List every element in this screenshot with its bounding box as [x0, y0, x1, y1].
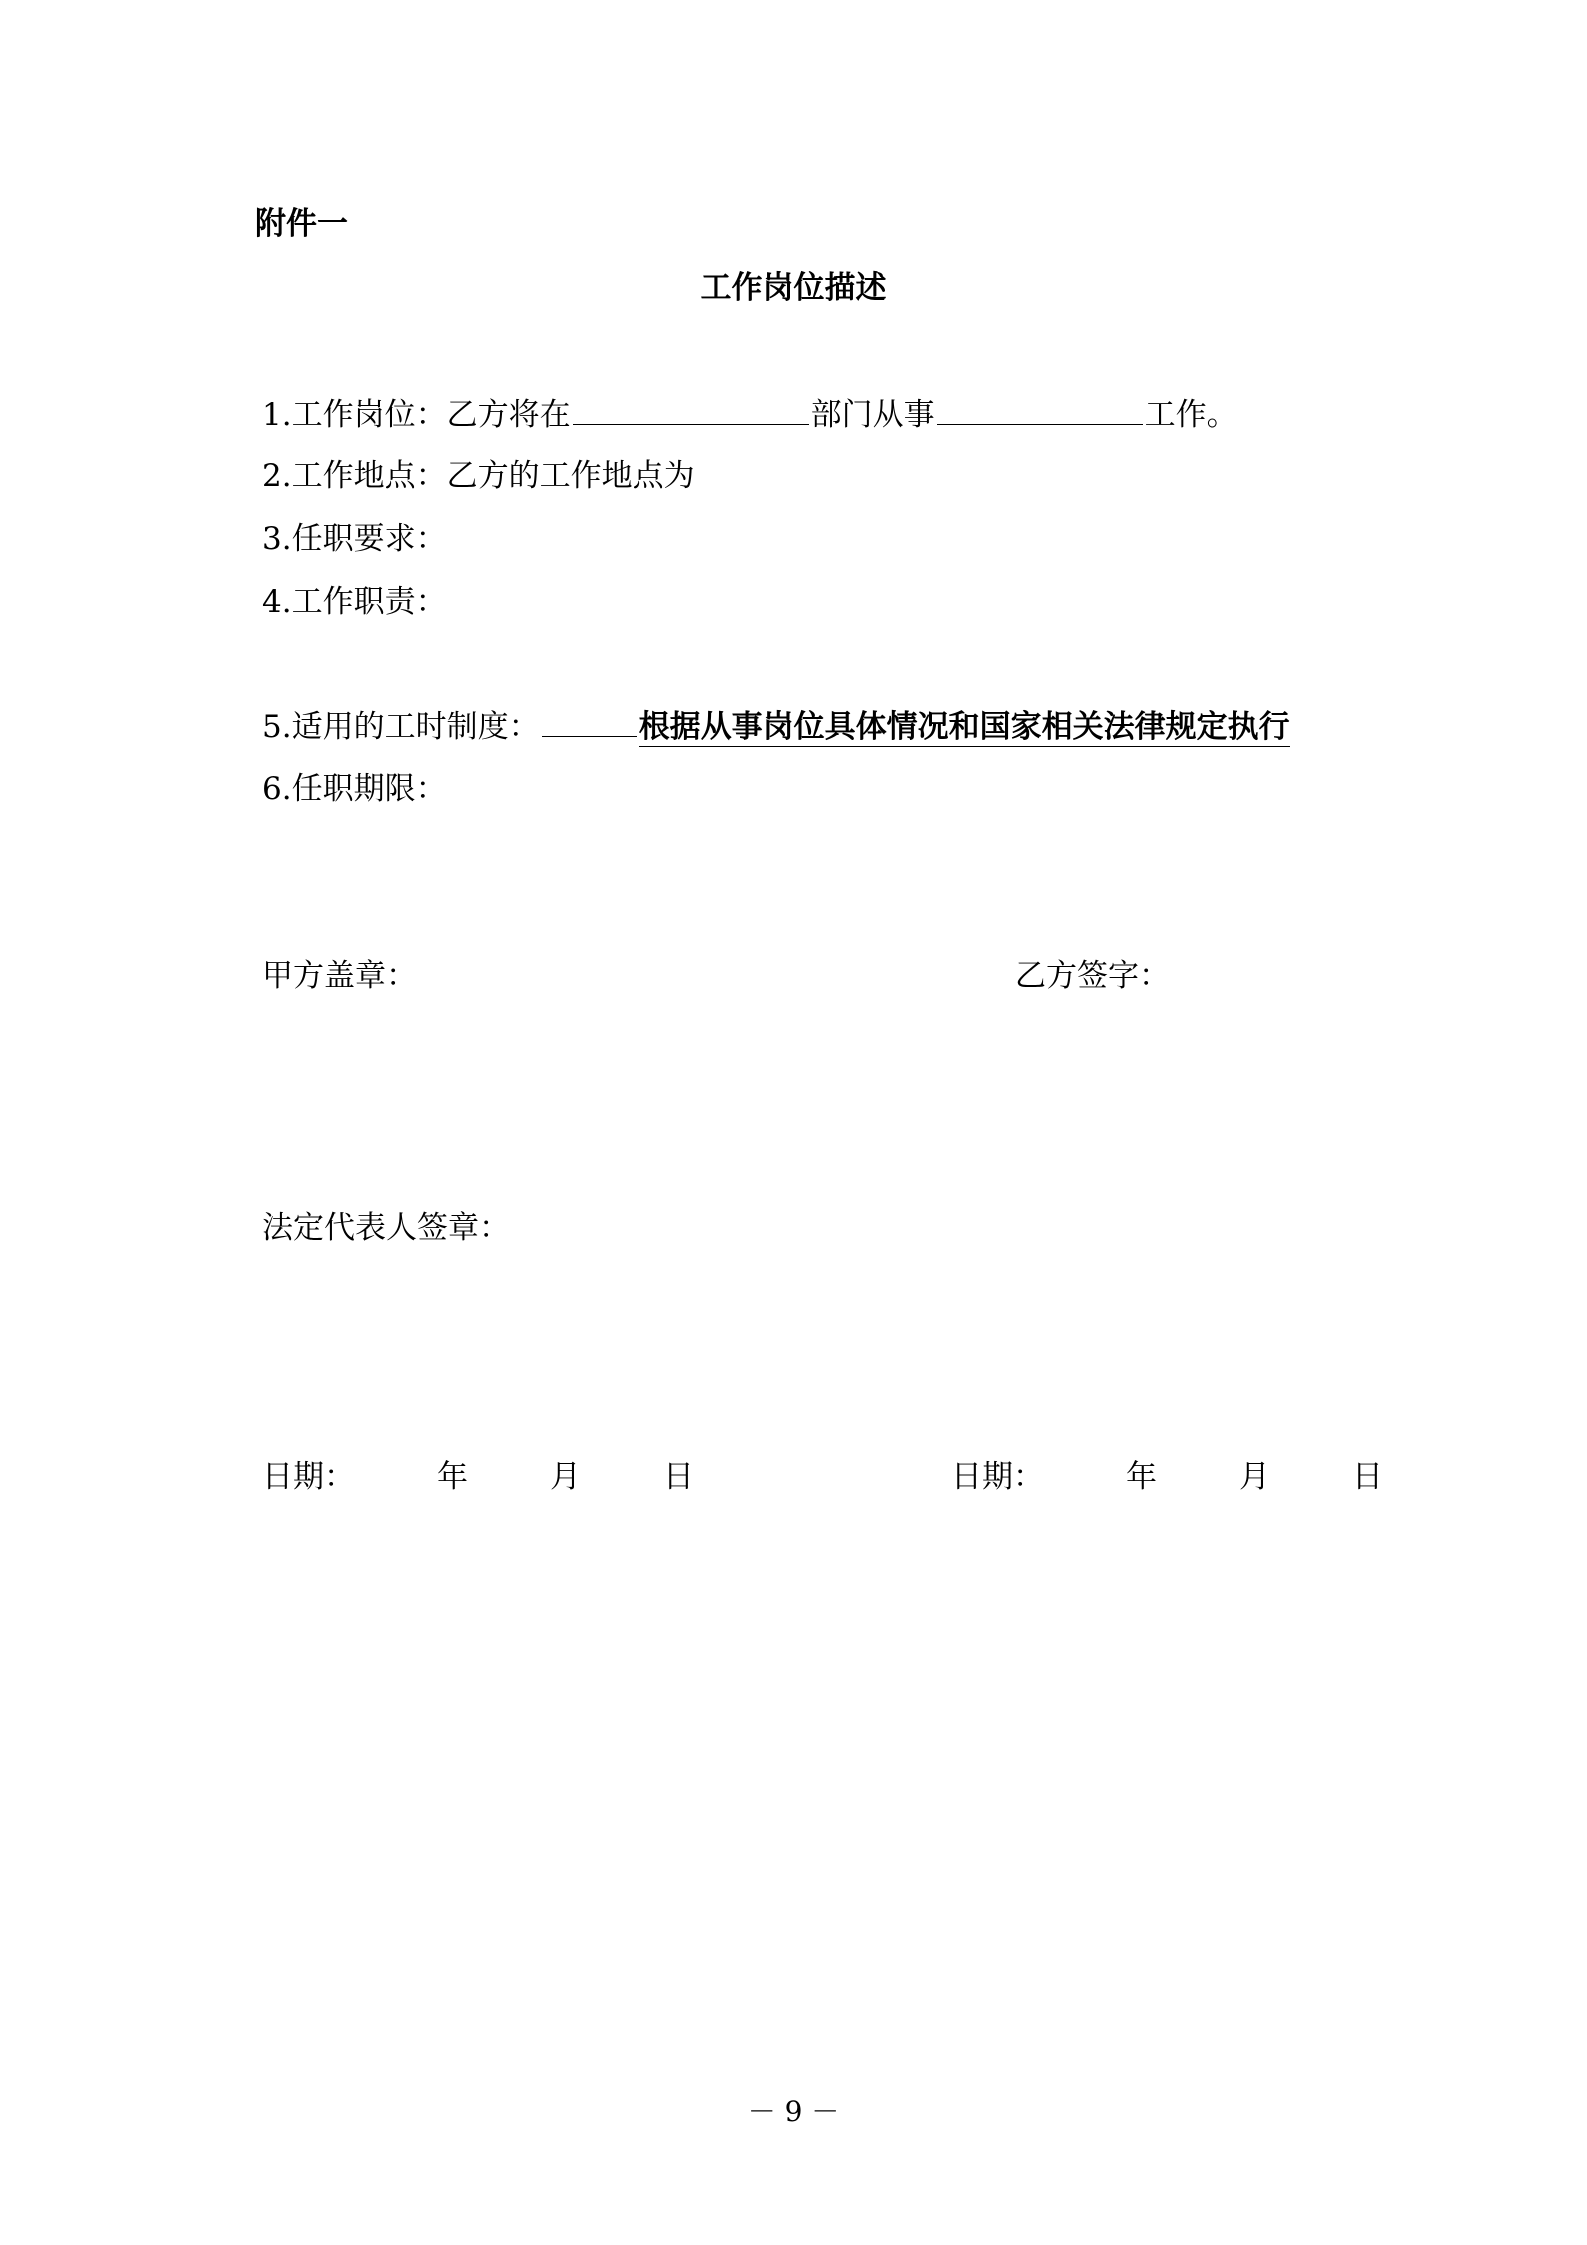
- item-work-location: 2.工作地点：乙方的工作地点为: [262, 458, 695, 494]
- department-blank: [573, 394, 809, 425]
- page-title: 工作岗位描述: [700, 270, 887, 306]
- party-a-date-year: 年: [437, 1459, 468, 1495]
- item-term-of-office: 6.任职期限：: [262, 771, 447, 807]
- item-job-position: [262, 394, 1238, 435]
- party-a-seal-label: 甲方盖章：: [262, 958, 417, 994]
- party-a-date-month: 月: [550, 1459, 581, 1495]
- party-b-signature-label: 乙方签字：: [1015, 958, 1170, 994]
- party-b-date-day: 日: [1352, 1459, 1383, 1495]
- item-job-position-prefix: 1.工作岗位：乙方将在: [262, 397, 571, 433]
- party-a-date-label: 日期：: [262, 1459, 355, 1495]
- party-b-date-year: 年: [1126, 1459, 1157, 1495]
- working-hours-lead-blank: [542, 706, 637, 737]
- work-blank: [937, 394, 1143, 425]
- page-number: － 9 －: [747, 2095, 840, 2128]
- item-job-position-suffix: 工作。: [1144, 397, 1238, 433]
- working-hours-value: 根据从事岗位具体情况和国家相关法律规定执行: [638, 709, 1290, 745]
- party-b-date-month: 月: [1239, 1459, 1270, 1495]
- item-job-requirements: 3.任职要求：: [262, 521, 447, 557]
- item-job-duties: 4.工作职责：: [262, 584, 447, 620]
- item-working-hours: [262, 706, 1290, 747]
- appendix-label: 附件一: [255, 206, 348, 242]
- party-b-date-label: 日期：: [951, 1459, 1044, 1495]
- legal-representative-label: 法定代表人签章：: [262, 1210, 510, 1246]
- item-job-position-middle: 部门从事: [810, 397, 935, 433]
- party-a-date-day: 日: [663, 1459, 694, 1495]
- item-working-hours-label: 5.适用的工时制度：: [262, 709, 540, 745]
